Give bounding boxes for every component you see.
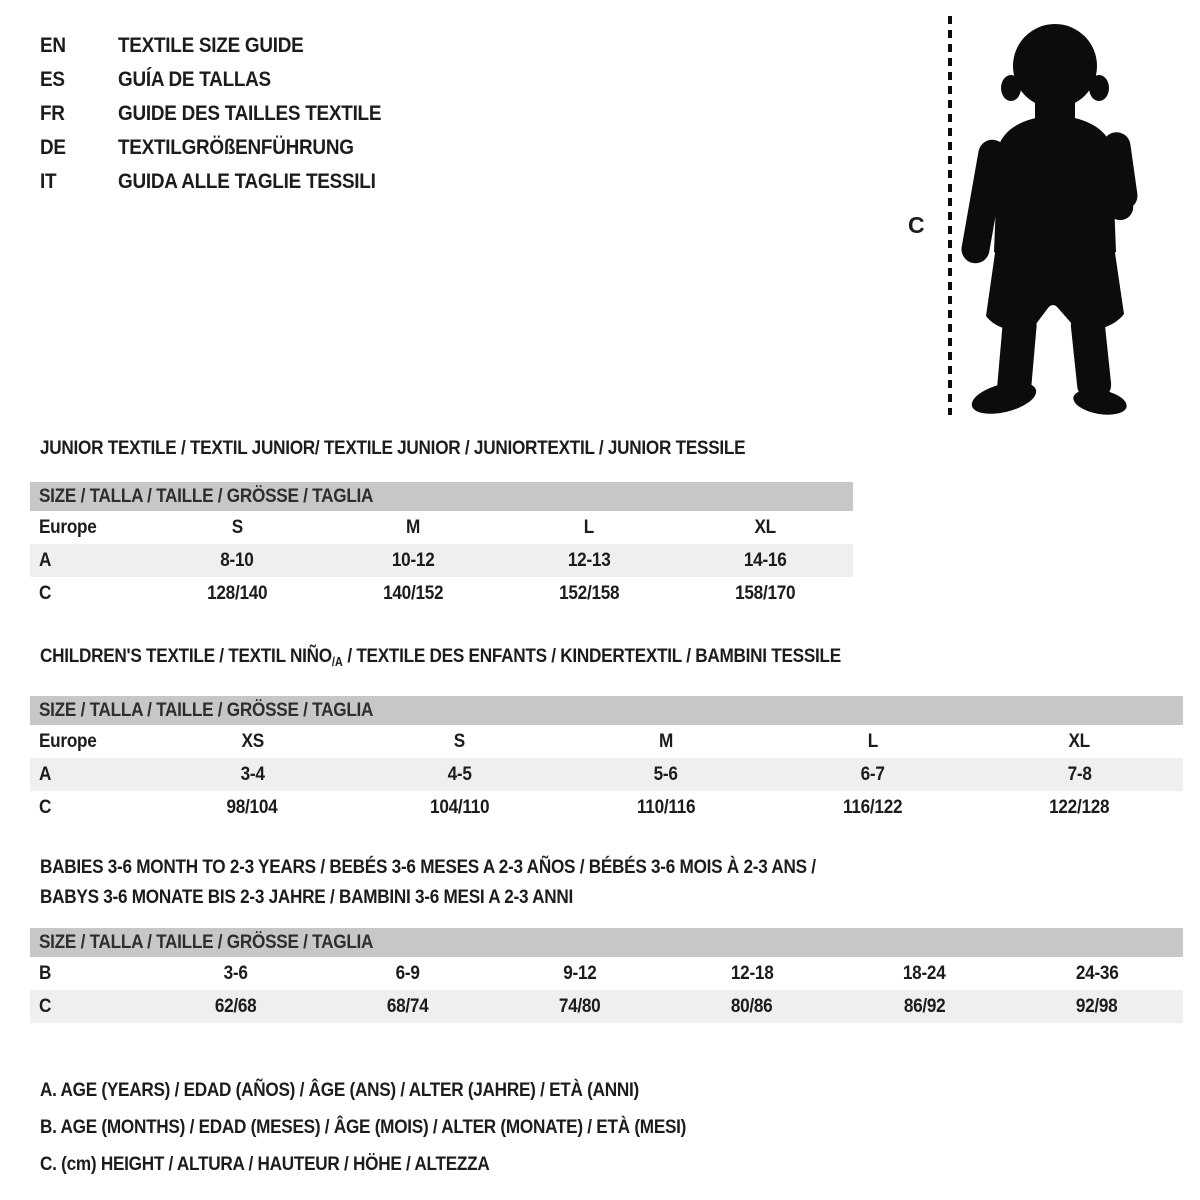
size-cell: L (583, 516, 595, 538)
language-title: GUIDA ALLE TAGLIE TESSILI (118, 169, 376, 193)
size-cell: 122/128 (1049, 796, 1110, 818)
size-cell: M (658, 730, 674, 752)
table-row (30, 990, 1183, 1023)
size-cell: 6-9 (395, 962, 420, 984)
row-label: C (39, 582, 52, 604)
language-code: EN (40, 33, 66, 57)
size-cell: 8-10 (220, 549, 254, 571)
table-row (30, 544, 853, 577)
nino-a-subscript: /A (331, 655, 343, 669)
size-cell: 4-5 (447, 763, 472, 785)
language-row (40, 62, 417, 96)
section-title: CHILDREN'S TEXTILE / TEXTIL $NIÑO_{/A}$ / TEXTILE DES ENFANTS / KINDERTEXTIL / BAMBINI TESSILE (40, 645, 841, 669)
row-label: A (39, 549, 52, 571)
language-row (40, 130, 417, 164)
size-cell: S (453, 730, 465, 752)
row-label: B (39, 962, 52, 984)
size-cell: 98/104 (226, 796, 278, 818)
table-row (30, 577, 853, 610)
size-header-bar: SIZE / TALLA / TAILLE / GRÖSSE / TAGLIA (30, 696, 1183, 725)
size-cell: 152/158 (558, 582, 620, 604)
measurement-legend (40, 1072, 774, 1183)
section-childrens-textile (30, 644, 1183, 824)
row-label: Europe (39, 516, 97, 538)
babies-size-table (30, 957, 1183, 1023)
size-cell: 104/110 (429, 796, 489, 818)
size-cell: XL (754, 516, 776, 538)
size-cell: 128/140 (206, 582, 268, 604)
size-cell: 80/86 (731, 995, 773, 1017)
height-measure-dashed-line (948, 16, 952, 415)
size-cell: 3-6 (223, 962, 248, 984)
size-cell: 68/74 (386, 995, 429, 1017)
section-junior-textile (30, 436, 853, 610)
row-label: A (39, 763, 52, 785)
size-cell: 7-8 (1067, 763, 1092, 785)
language-row (40, 164, 417, 198)
language-row (40, 28, 417, 62)
size-cell: M (405, 516, 421, 538)
language-title: TEXTILE SIZE GUIDE (118, 33, 304, 57)
language-title: GUIDE DES TAILLES TEXTILE (118, 101, 382, 125)
size-cell: 10-12 (391, 549, 435, 571)
size-cell: S (231, 516, 243, 538)
legend-line-height: C. (cm) HEIGHT / ALTURA / HAUTEUR / HÖHE / ALTEZZA (40, 1153, 490, 1175)
size-cell: 12-18 (730, 962, 774, 984)
size-cell: 74/80 (558, 995, 601, 1017)
size-cell: 116/122 (843, 796, 903, 818)
language-title: GUÍA DE TALLAS (118, 67, 271, 91)
size-cell: XS (241, 730, 264, 752)
measure-label-c: C (908, 212, 925, 238)
language-code: FR (40, 101, 65, 125)
size-header-bar: SIZE / TALLA / TAILLE / GRÖSSE / TAGLIA (30, 482, 853, 511)
size-cell: 3-4 (240, 763, 265, 785)
size-cell: 158/170 (734, 582, 796, 604)
language-code: DE (40, 135, 66, 159)
language-title-list (40, 28, 417, 198)
size-cell: 92/98 (1075, 995, 1118, 1017)
size-cell: 6-7 (860, 763, 885, 785)
table-row (30, 957, 1183, 990)
language-title: TEXTILGRÖßENFÜHRUNG (118, 135, 354, 159)
size-cell: L (867, 730, 878, 752)
section-title: BABIES 3-6 MONTH TO 2-3 YEARS / BEBÉS 3-6 MESES A 2-3 AÑOS / BÉBÉS 3-6 MOIS À 2-3 ANS / BABYS 3-6 MONATE BIS 2-3 JAHRE / BAMBINI 3-6 MESI A 2-3 ANNI (40, 856, 816, 908)
language-code: ES (40, 67, 65, 91)
size-cell: 24-36 (1075, 962, 1119, 984)
size-cell: 12-13 (567, 549, 611, 571)
size-cell: 86/92 (903, 995, 946, 1017)
size-header-bar: SIZE / TALLA / TAILLE / GRÖSSE / TAGLIA (30, 928, 1183, 957)
row-label: Europe (39, 730, 97, 752)
table-row (30, 511, 853, 544)
junior-size-table (30, 511, 853, 610)
row-label: C (39, 995, 52, 1017)
section-babies (30, 852, 1183, 1023)
table-row (30, 791, 1183, 824)
legend-line-age-months: B. AGE (MONTHS) / EDAD (MESES) / ÂGE (MOIS) / ALTER (MONATE) / ETÀ (MESI) (40, 1116, 687, 1138)
legend-line-age-years: A. AGE (YEARS) / EDAD (AÑOS) / ÂGE (ANS) / ALTER (JAHRE) / ETÀ (ANNI) (40, 1079, 639, 1101)
row-label: C (39, 796, 52, 818)
size-cell: 18-24 (903, 962, 946, 984)
size-cell: XL (1068, 730, 1091, 752)
size-cell: 140/152 (382, 582, 444, 604)
size-cell: 5-6 (653, 763, 679, 785)
baby-silhouette-icon (960, 14, 1148, 416)
size-cell: 62/68 (214, 995, 256, 1017)
language-row (40, 96, 417, 130)
size-cell: 14-16 (743, 549, 787, 571)
language-code: IT (40, 169, 57, 193)
children-size-table (30, 725, 1183, 824)
section-title: JUNIOR TEXTILE / TEXTIL JUNIOR/ TEXTILE JUNIOR / JUNIORTEXTIL / JUNIOR TESSILE (40, 437, 746, 459)
table-row (30, 725, 1183, 758)
table-row (30, 758, 1183, 791)
size-cell: 9-12 (563, 962, 597, 984)
size-cell: 110/116 (636, 796, 696, 818)
